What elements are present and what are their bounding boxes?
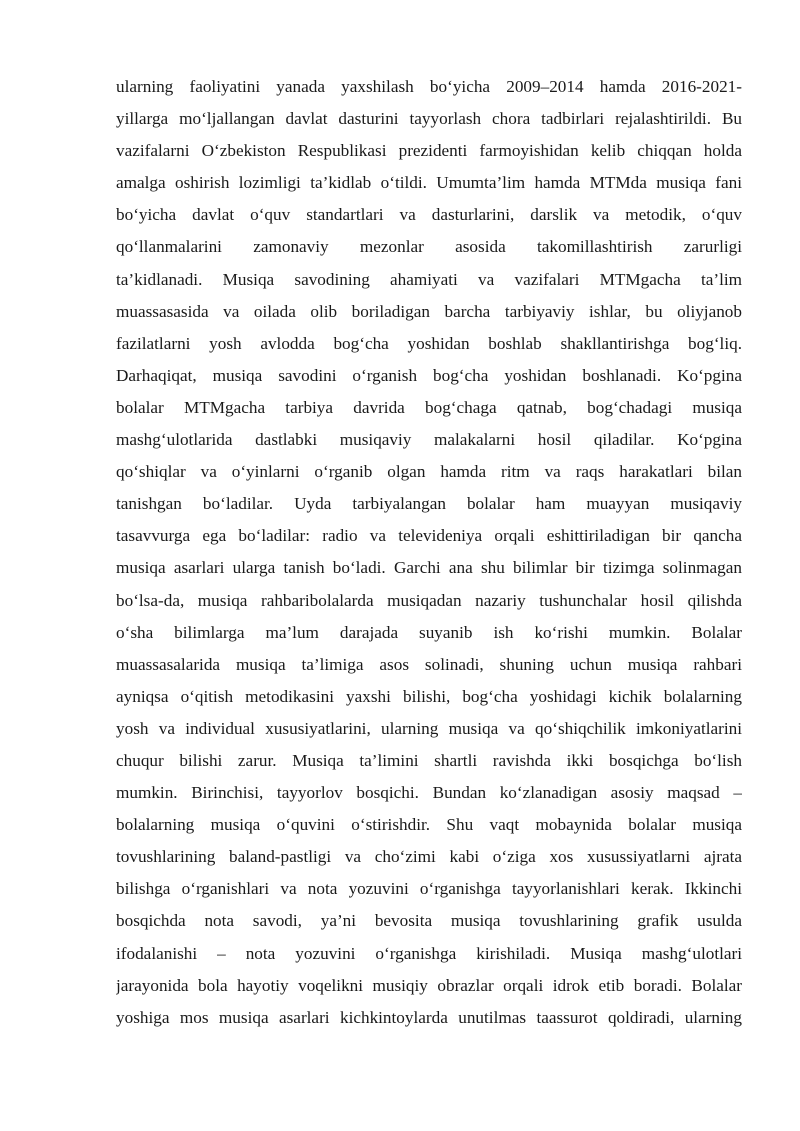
text-line: muassasasida va oilada olib boriladigan barcha tarbiyaviy ishlar, bu oliyjanob (116, 301, 742, 321)
text-line: mumkin. Birinchisi, tayyorlov bosqichi. Bundan ko‘zlanadigan asosiy maqsad – (116, 783, 742, 803)
text-line: jarayonida bola hayotiy voqelikni musiqiy obrazlar orqali idrok etib boradi. Bolalar (116, 975, 742, 995)
text-line: yoshiga mos musiqa asarlari kichkintoylarda unutilmas taassurot qoldiradi, ularning (116, 1007, 742, 1027)
text-line: qo‘llanmalarini zamonaviy mezonlar asosida takomillashtirish zarurligi (116, 237, 742, 257)
text-line: bolalarning musiqa o‘quvini o‘stirishdir. Shu vaqt mobaynida bolalar musiqa (116, 815, 742, 835)
text-line: bilishga o‘rganishlari va nota yozuvini o‘rganishga tayyorlanishlari kerak. Ikkinchi (116, 879, 742, 899)
text-line: yillarga mo‘ljallangan davlat dasturini tayyorlash chora tadbirlari rejalashtirildi. Bu (116, 109, 742, 129)
text-line: tovushlarining baland-pastligi va cho‘zimi kabi o‘ziga xos xusussiyatlarni ajrata (116, 847, 742, 867)
text-line: yosh va individual xususiyatlarini, ularning musiqa va qo‘shiqchilik imkoniyatlarini (116, 718, 742, 738)
text-line: muassasalarida musiqa ta’limiga asos solinadi, shuning uchun musiqa rahbari (116, 654, 742, 674)
text-line: ta’kidlanadi. Musiqa savodining ahamiyati va vazifalari MTMgacha ta’lim (116, 269, 742, 289)
text-line: Darhaqiqat, musiqa savodini o‘rganish bog‘cha yoshidan boshlanadi. Ko‘pgina (116, 365, 742, 385)
text-line: ifodalanishi – nota yozuvini o‘rganishga kirishiladi. Musiqa mashg‘ulotlari (116, 943, 742, 963)
text-line: vazifalarni O‘zbekiston Respublikasi prezidenti farmoyishidan kelib chiqqan holda (116, 141, 742, 161)
text-line: bolalar MTMgacha tarbiya davrida bog‘chaga qatnab, bog‘chadagi musiqa (116, 397, 742, 417)
text-line: ayniqsa o‘qitish metodikasini yaxshi bilishi, bog‘cha yoshidagi kichik bolalarning (116, 686, 742, 706)
text-line: ularning faoliyatini yanada yaxshilash bo‘yicha 2009–2014 hamda 2016-2021- (116, 77, 742, 96)
text-line: mashg‘ulotlarida dastlabki musiqaviy malakalarni hosil qiladilar. Ko‘pgina (116, 430, 742, 450)
text-line: fazilatlarni yosh avlodda bog‘cha yoshidan boshlab shakllantirishga bog‘liq. (116, 333, 742, 353)
text-line: amalga oshirish lozimligi ta’kidlab o‘tildi. Umumta’lim hamda MTMda musiqa fani (116, 173, 742, 193)
text-line: bo‘yicha davlat o‘quv standartlari va dasturlarini, darslik va metodik, o‘quv (116, 205, 742, 225)
text-line: musiqa asarlari ularga tanish bo‘ladi. Garchi ana shu bilimlar bir tizimga solinmagan (116, 558, 742, 578)
body-text (116, 71, 742, 1034)
text-line: o‘sha bilimlarga ma’lum darajada suyanib ish ko‘rishi mumkin. Bolalar (116, 622, 742, 642)
text-line: tanishgan bo‘ladilar. Uyda tarbiyalangan bolalar ham muayyan musiqaviy (116, 494, 742, 514)
text-line: bo‘lsa-da, musiqa rahbaribolalarda musiqadan nazariy tushunchalar hosil qilishda (116, 590, 742, 610)
text-line: chuqur bilishi zarur. Musiqa ta’limini shartli ravishda ikki bosqichga bo‘lish (116, 750, 742, 770)
text-line: tasavvurga ega bo‘ladilar: radio va televideniya orqali eshittiriladigan bir qancha (116, 526, 742, 546)
text-line: qo‘shiqlar va o‘yinlarni o‘rganib olgan hamda ritm va raqs harakatlari bilan (116, 462, 742, 482)
text-line: bosqichda nota savodi, ya’ni bevosita musiqa tovushlarining grafik usulda (116, 911, 742, 931)
